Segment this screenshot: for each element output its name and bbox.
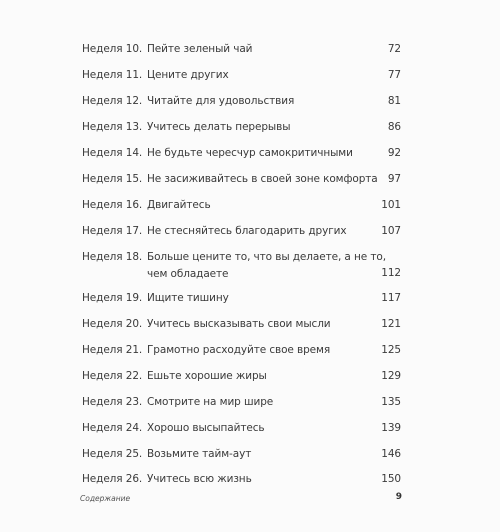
toc-week-label: Неделя 18. bbox=[82, 251, 143, 263]
toc-week-label: Неделя 10. bbox=[82, 43, 143, 55]
toc-week-label: Неделя 14. bbox=[82, 147, 143, 159]
toc-page-number: 121 bbox=[381, 318, 401, 330]
toc-entry-title bbox=[147, 343, 362, 357]
toc-page-number: 117 bbox=[381, 292, 401, 304]
toc-page-number: 77 bbox=[387, 69, 401, 81]
toc-entry-title-line: Не будьте чересчур самокритичными bbox=[147, 147, 353, 159]
toc-week-label: Неделя 26. bbox=[82, 473, 143, 485]
toc-entry-title-line: Смотрите на мир шире bbox=[147, 396, 274, 408]
toc-page-number: 97 bbox=[387, 173, 401, 185]
toc-entry-title bbox=[147, 317, 362, 331]
toc-entry-title-line: Учитесь всю жизнь bbox=[147, 473, 252, 485]
toc-week-label: Неделя 15. bbox=[82, 173, 143, 185]
toc-page-number: 101 bbox=[381, 199, 401, 211]
toc-entry-title-line: Не засиживайтесь в своей зоне комфорта bbox=[147, 173, 378, 185]
toc-page-number: 139 bbox=[381, 422, 401, 434]
toc-week-label: Неделя 25. bbox=[82, 448, 143, 460]
footer-section-label: Содержание bbox=[80, 494, 131, 503]
toc-week-label: Неделя 20. bbox=[82, 318, 143, 330]
toc-page-number: 81 bbox=[387, 95, 401, 107]
toc-page-number: 86 bbox=[387, 121, 401, 133]
toc-page-number: 112 bbox=[381, 267, 401, 279]
toc-page-number: 135 bbox=[381, 396, 401, 408]
toc-entry-title-line: Грамотно расходуйте свое время bbox=[147, 344, 331, 356]
toc-page-number: 150 bbox=[381, 473, 401, 485]
toc-entry-title bbox=[147, 42, 362, 56]
footer-page-number: 9 bbox=[395, 492, 402, 502]
toc-entry-title bbox=[147, 395, 362, 409]
toc-page-number: 129 bbox=[381, 370, 401, 382]
toc-entry-title-line: Учитесь высказывать свои мысли bbox=[147, 318, 331, 330]
toc-entry-title-line: Не стесняйтесь благодарить других bbox=[147, 225, 347, 237]
toc-entry-title bbox=[147, 472, 362, 486]
toc-entry-title bbox=[147, 224, 362, 238]
toc-entry-title bbox=[147, 146, 362, 160]
toc-entry-title-line: Хорошо высыпайтесь bbox=[147, 422, 265, 434]
toc-entry-title-line-2: чем обладаете bbox=[147, 268, 229, 280]
toc-week-label: Неделя 23. bbox=[82, 396, 143, 408]
toc-week-label: Неделя 19. bbox=[82, 292, 143, 304]
toc-entry-title bbox=[147, 172, 378, 186]
toc-page-number: 146 bbox=[381, 448, 401, 460]
toc-page-number: 125 bbox=[381, 344, 401, 356]
toc-entry-title bbox=[147, 369, 362, 383]
toc-entry-title bbox=[147, 94, 362, 108]
toc-entry-title-line: Больше цените то, что вы делаете, а не то, bbox=[147, 251, 386, 263]
toc-entry-title-line: Ищите тишину bbox=[147, 292, 229, 304]
toc-week-label: Неделя 17. bbox=[82, 225, 143, 237]
toc-week-label: Неделя 22. bbox=[82, 370, 143, 382]
toc-week-label: Неделя 11. bbox=[82, 69, 143, 81]
toc-entry-title-line: Ешьте хорошие жиры bbox=[147, 370, 267, 382]
toc-entry-title bbox=[147, 421, 362, 435]
toc-week-label: Неделя 16. bbox=[82, 199, 143, 211]
toc-week-label: Неделя 13. bbox=[82, 121, 143, 133]
toc-entry-title-line: Читайте для удовольствия bbox=[147, 95, 295, 107]
toc-week-label: Неделя 21. bbox=[82, 344, 143, 356]
toc-entry-title bbox=[147, 291, 362, 305]
toc-entry-title bbox=[147, 120, 362, 134]
toc-week-label: Неделя 12. bbox=[82, 95, 143, 107]
toc-entry-title bbox=[147, 447, 362, 461]
toc-entry-title-line: Пейте зеленый чай bbox=[147, 43, 253, 55]
toc-entry-title-line: Учитесь делать перерывы bbox=[147, 121, 291, 133]
toc-week-label: Неделя 24. bbox=[82, 422, 143, 434]
toc-page-number: 72 bbox=[387, 43, 401, 55]
toc-entry-title-line: Возьмите тайм-аут bbox=[147, 448, 252, 460]
toc-entry-title bbox=[147, 198, 362, 212]
toc-entry-title bbox=[147, 250, 386, 281]
toc-entry-title-line: Двигайтесь bbox=[147, 199, 211, 211]
toc-page-number: 92 bbox=[387, 147, 401, 159]
toc-entry-title bbox=[147, 68, 362, 82]
toc-page-number: 107 bbox=[381, 225, 401, 237]
toc-entry-title-line: Цените других bbox=[147, 69, 229, 81]
